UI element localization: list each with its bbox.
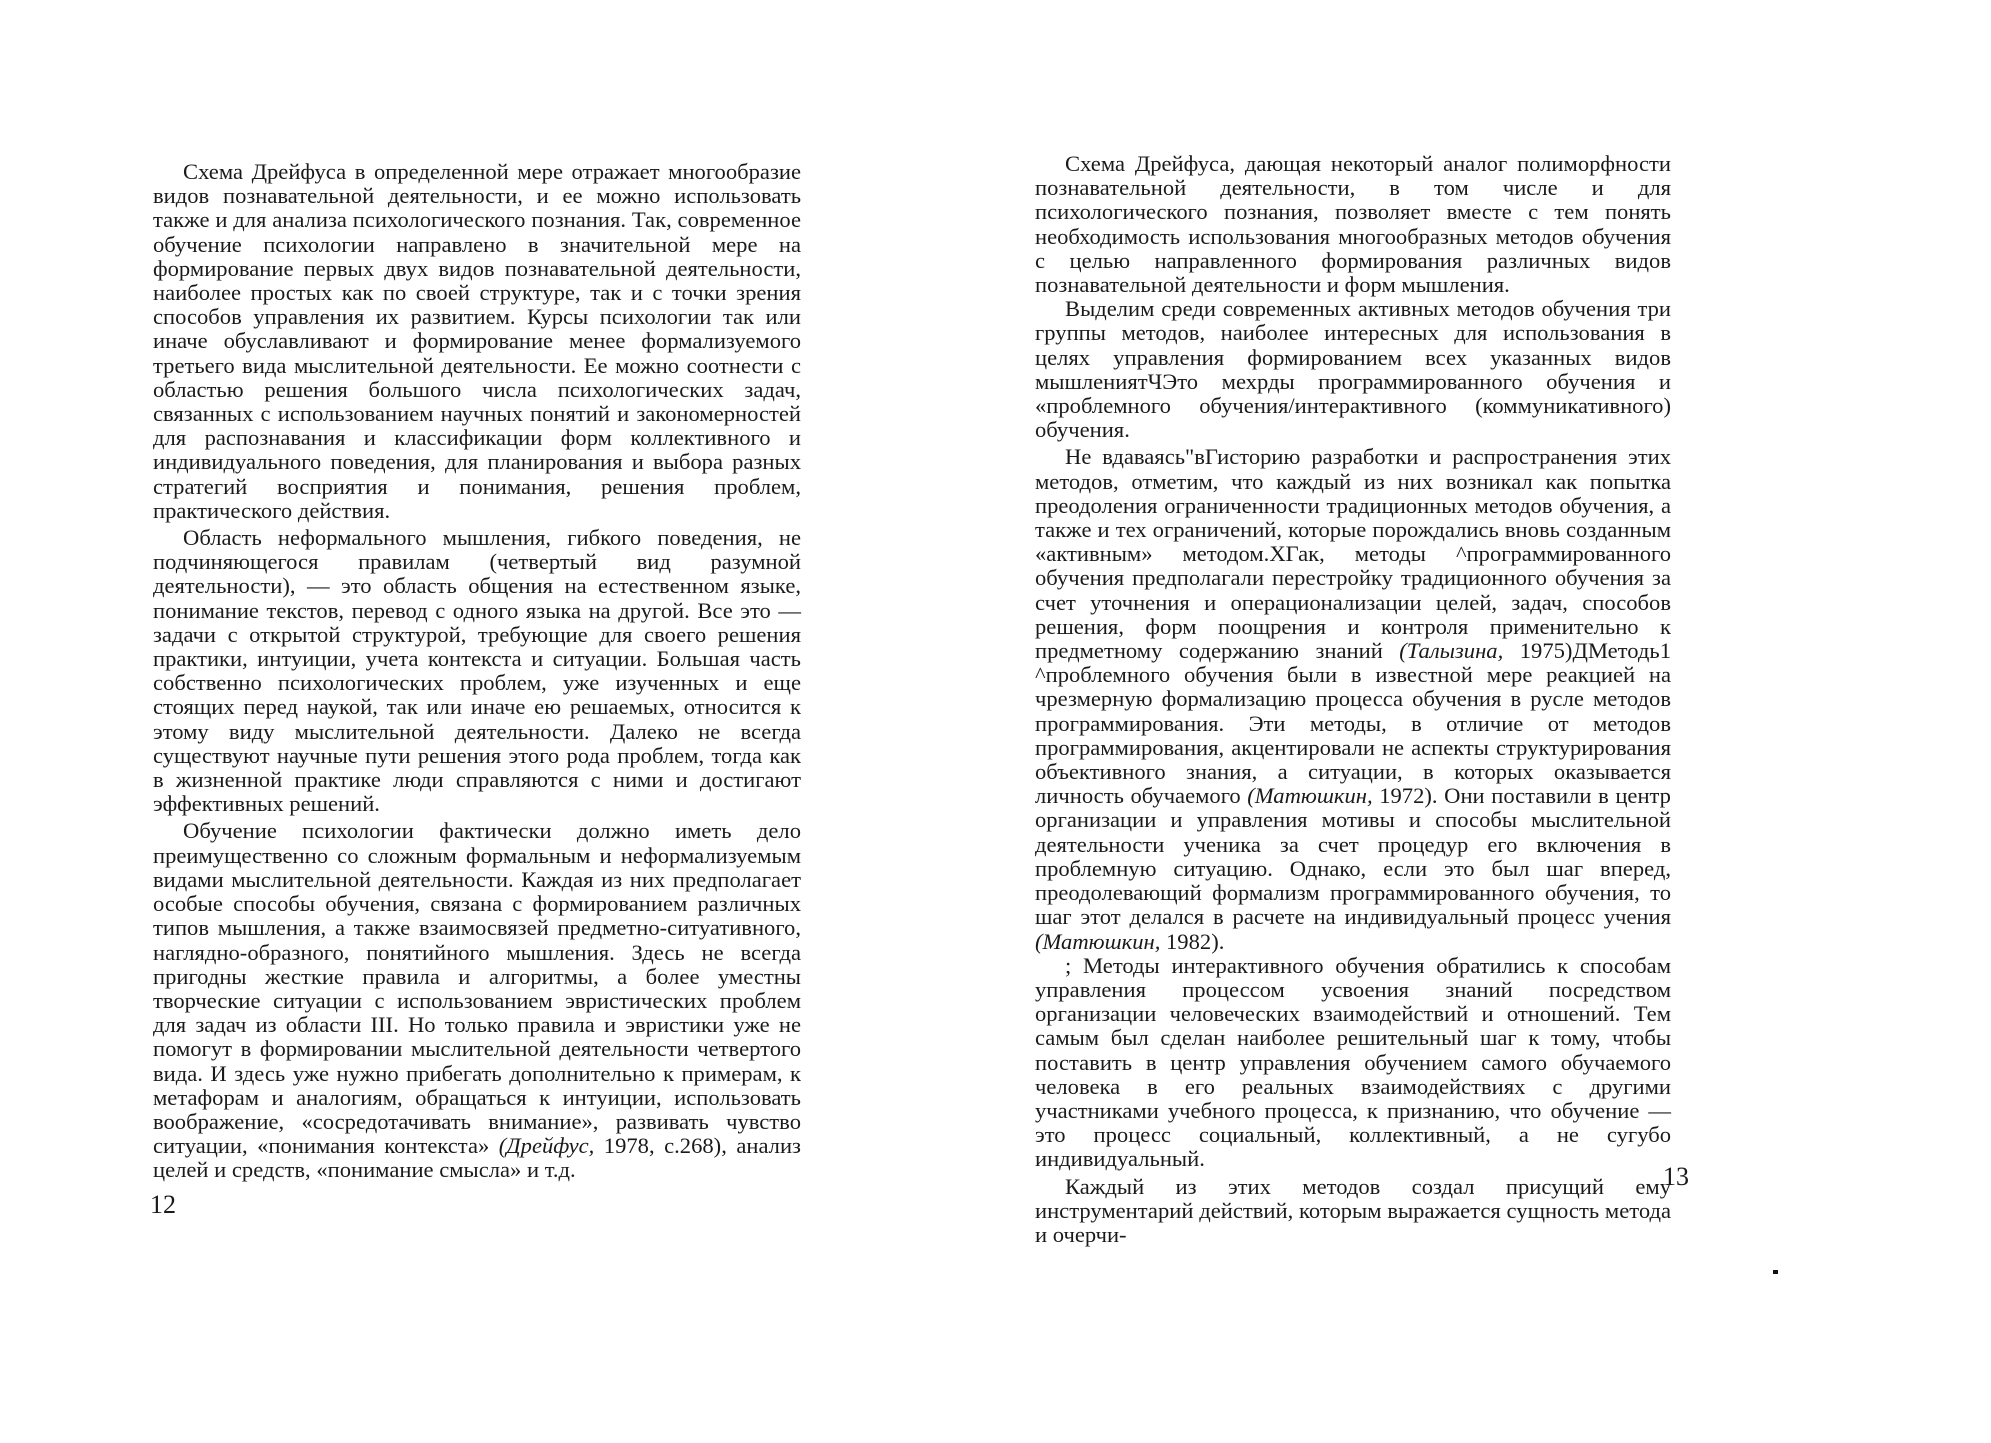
right-paragraph-3 <box>1035 445 1671 953</box>
page-number-right: 13 <box>1663 1162 1689 1191</box>
citation-matyushkin-1982: (Матюшкин, <box>1035 928 1161 954</box>
citation-matyushkin-1972: (Матюшкин, <box>1247 783 1373 809</box>
right-paragraph-3-text-c: 1972). Они поставили в центр организации и управления мотивы и способы мыслительной деятельности ученика за счет процедур его включения в проблемную ситуацию. Однако, если это был шаг вперед, преодолевающий формализм программированного обучения, то шаг этот делался в расчете на индивидуальный процесс учения <box>1035 783 1671 930</box>
left-paragraph-1: Схема Дрейфуса в определенной мере отражает многообразие видов познавательной деятельности, и ее можно использовать также и для анализа психологического познания. Так, современное обучение психологии направлено в значительной мере на формирование первых двух видов познавательной деятельности, наиболее простых как по своей структуре, так и с точки зрения способов управления их развитием. Курсы психологии так или иначе обуславливают и формирование менее формализуемого третьего вида мыслительной деятельности. Ее можно соотнести с областью решения большого числа психологических задач, связанных с использованием научных понятий и закономерностей для распознавания и классификации форм коллективного и индивидуального поведения, для планирования и выбора разных стратегий восприятия и понимания, решения проблем, практического действия. <box>153 159 801 523</box>
right-paragraph-3-text-b: 1975)ДМетодь1 ^проблемного обучения были в известной мере реакцией на чрезмерную формализацию процесса обучения в русле методов программирования. Эти методы, в отличие от методов программирования, акцентировали не аспекты структурирования объективного знания, а ситуации, в которых оказывается личность обучаемого <box>1035 638 1671 809</box>
left-page-text <box>153 160 801 1183</box>
left-paragraph-2: Область неформального мышления, гибкого поведения, не подчиняющегося правилам (четвертый вид разумной деятельности), — это область общения на естественном языке, понимание текстов, перевод с одного языка на другой. Все это — задачи с открытой структурой, требующие для своего решения практики, интуиции, учета контекста и ситуации. Большая часть собственно психологических проблем, уже изученных и еще стоящих перед наукой, так или иначе ею решаемых, относится к этому виду мыслительной деятельности. Далеко не всегда существуют научные пути решения этого рода проблем, тогда как в жизненной практике люди справляются с ними и достигают эффективных решений. <box>153 525 801 817</box>
right-paragraph-2: Выделим среди современных активных методов обучения три группы методов, наиболее интересных для использования в целях управления формированием всех указанных видов мышлениятЧЭто мехрды программированного обучения и «проблемного обучения/интерактивного (коммуникативного) обучения. <box>1035 296 1671 443</box>
right-paragraph-3-text-d: 1982). <box>1160 928 1225 954</box>
page-number-left: 12 <box>150 1190 176 1219</box>
right-page <box>995 0 1991 1443</box>
citation-talyzina: (Талызина, <box>1399 638 1504 664</box>
left-paragraph-3 <box>153 819 801 1182</box>
left-paragraph-3-text-a: Обучение психологии фактически должно иметь дело преимущественно со сложным формальным и неформализуемым видами мыслительной деятельности. Каждая из них предполагает особые способы обучения, связана с формированием различных типов мышления, а также взаимосвязей предметно-ситуативного, наглядно-образного, понятийного мышления. Здесь не всегда пригодны жесткие правила и алгоритмы, а более уместны творческие ситуации с использованием эвристических проблем для задач из области III. Но только правила и эвристики уже не помогут в формировании мыслительной деятельности четвертого вида. И здесь уже нужно прибегать дополнительно к примерам, к метафорам и аналогиям, обращаться к интуиции, использовать воображение, «сосредотачивать внимание», развивать чувство ситуации, «понимания контекста» <box>153 818 801 1159</box>
left-page <box>0 0 995 1443</box>
right-paragraph-1: Схема Дрейфуса, дающая некоторый аналог полиморфности познавательной деятельности, в том числе и для психологического познания, позволяет вместе с тем понять необходимость использования многообразных методов обучения с целью направленного формирования различных видов познавательной деятельности и форм мышления. <box>1035 151 1671 298</box>
left-paragraph-3-text-b: 1978, с.268), анализ целей и средств, «понимание смысла» и т.д. <box>153 1133 801 1183</box>
citation-dreyfus: (Дрейфус, <box>498 1133 595 1159</box>
right-paragraph-5: Каждый из этих методов создал присущий ему инструментарий действий, которым выражается сущность метода и очерчи- <box>1035 1173 1671 1247</box>
right-page-text <box>1035 152 1671 1247</box>
scan-speck <box>1773 1270 1778 1274</box>
right-paragraph-3-text-a: Не вдаваясь"вГисторию разработки и распространения этих методов, отметим, что каждый из них возникал как попытка преодоления ограниченности традиционных методов обучения, а также и тех ограничений, которые порождались вновь созданным «активным» методом.ХГак, методы ^программированного обучения предполагали перестройку традиционного обучения за счет уточнения и операционализации целей, задач, способов решения, форм поощрения и контроля применительно к предметному содержанию знаний <box>1035 444 1671 664</box>
right-paragraph-4: ; Методы интерактивного обучения обратились к способам управления процессом усвоения знаний посредством организации человеческих взаимодействий и отношений. Тем самым был сделан наиболее решительный шаг к тому, чтобы поставить в центр управления обучением самого обучаемого человека в его реальных взаимодействиях с другими участниками учебного процесса, к признанию, что обучение — это процесс социальный, коллективный, а не сугубо индивидуальный. <box>1035 952 1671 1172</box>
